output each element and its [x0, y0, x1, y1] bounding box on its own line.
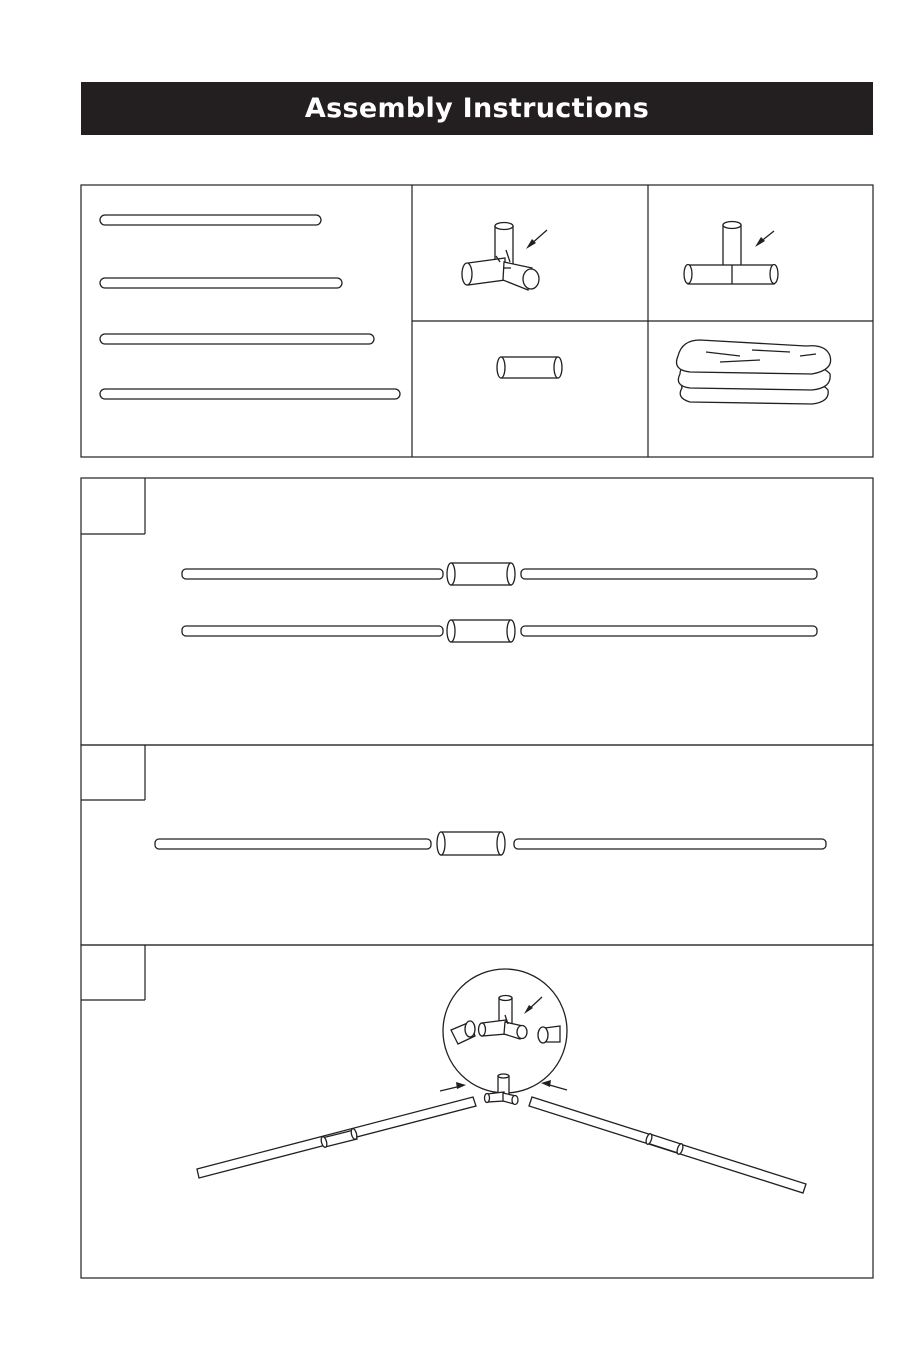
straight-connector-icon [497, 357, 562, 378]
left-rafter-pole [197, 1097, 476, 1178]
tee-connector-icon [684, 222, 778, 285]
pole-short [100, 215, 321, 225]
step-1-pole-pair-lower [182, 620, 817, 642]
page-title: Assembly Instructions [304, 93, 650, 124]
arrow-icon [755, 231, 774, 247]
three-way-connector-icon [462, 223, 539, 291]
step-1-pole-pair-upper [182, 563, 817, 585]
arrow-icon [440, 1082, 466, 1091]
pole-extra-long [100, 389, 400, 399]
arrow-icon [541, 1080, 567, 1090]
parts-poles [100, 215, 400, 399]
pole-medium [100, 278, 342, 288]
right-rafter-pole [529, 1097, 806, 1193]
folded-fabric-icon [677, 340, 831, 404]
parts-table [81, 185, 873, 457]
arrow-icon [526, 230, 547, 249]
step-1-panel [81, 478, 873, 745]
step-2-pole-assembly [155, 832, 826, 855]
pole-long [100, 334, 374, 344]
